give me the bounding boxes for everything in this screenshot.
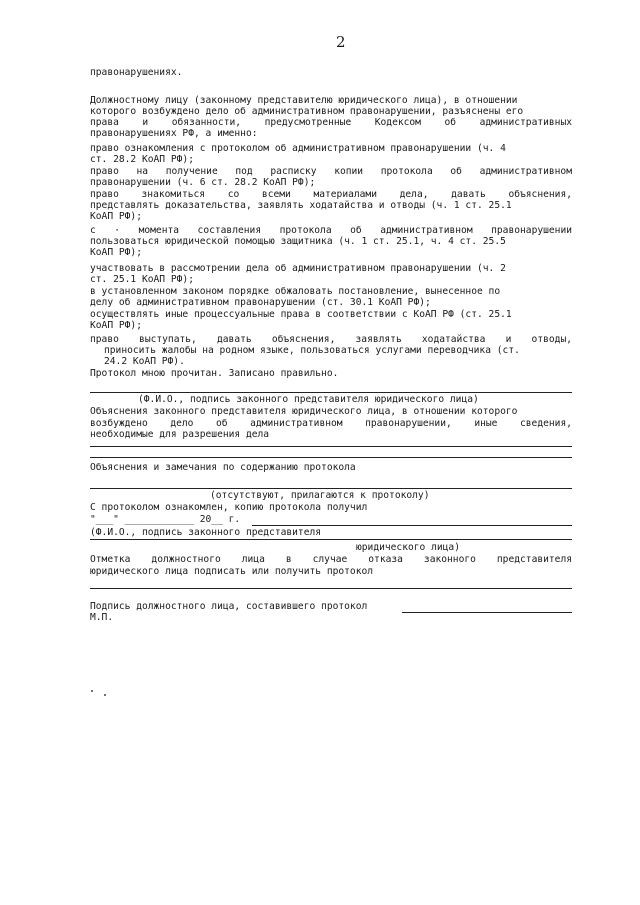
text-line: право ознакомления с протоколом об административном правонарушении (ч. 4 xyxy=(90,143,506,154)
scan-speck xyxy=(104,694,106,696)
text-line: ст. 25.1 КоАП РФ); xyxy=(90,274,194,285)
fill-line xyxy=(90,588,572,589)
signature-line xyxy=(90,392,572,393)
text-line: возбуждено дело об административном правонарушении, иные сведения, xyxy=(90,418,572,429)
text-line: права и обязанности, предусмотренные Кодексом об административных xyxy=(90,117,572,128)
fill-line xyxy=(90,488,572,489)
text-line: право знакомиться со всеми материалами дела, давать объяснения, xyxy=(90,189,572,200)
signature-line xyxy=(90,539,572,540)
text-line: Объяснения и замечания по содержанию протокола xyxy=(90,462,356,473)
date-line: "___" ____________ 20__ г. xyxy=(90,514,241,525)
text-line: представлять доказательства, заявлять ходатайства и отводы (ч. 1 ст. 25.1 xyxy=(90,200,512,211)
text-line: которого возбуждено дело об административном правонарушении, разъяснены его xyxy=(90,106,524,117)
page-number: 2 xyxy=(336,33,346,51)
text-line: делу об административном правонарушении (ст. 30.1 КоАП РФ); xyxy=(90,297,431,308)
text-line: Подпись должностного лица, составившего протокол xyxy=(90,601,368,612)
text-line: Объяснения законного представителя юридического лица, в отношении которого xyxy=(90,406,518,417)
text-line: правонарушениях. xyxy=(90,67,183,78)
text-line: с · момента составления протокола об административном правонарушении xyxy=(90,225,572,236)
field-caption: (Ф.И.О., подпись законного представителя юридического лица) xyxy=(138,394,479,405)
field-caption: (отсутствуют, прилагаются к протоколу) xyxy=(210,490,430,501)
text-line: С протоколом ознакомлен, копию протокола получил xyxy=(90,502,368,513)
text-line: в установленном законом порядке обжаловать постановление, вынесенное по xyxy=(90,286,501,297)
text-line: право выступать, давать объяснения, заявлять ходатайства и отводы, xyxy=(90,334,572,345)
stamp-place: М.П. xyxy=(90,612,114,623)
text-line: Должностному лицу (законному представителю юридического лица), в отношении xyxy=(90,95,518,106)
fill-line xyxy=(90,446,572,447)
text-line: пользоваться юридической помощью защитника (ч. 1 ст. 25.1, ч. 4 ст. 25.5 xyxy=(90,236,506,247)
text-line: 24.2 КоАП РФ). xyxy=(104,356,185,367)
text-line: Протокол мною прочитан. Записано правильно. xyxy=(90,368,339,379)
text-line: участвовать в рассмотрении дела об административном правонарушении (ч. 2 xyxy=(90,263,506,274)
text-line: юридического лица подписать или получить протокол xyxy=(90,566,374,577)
text-line: приносить жалобы на родном языке, пользоваться услугами переводчика (ст. xyxy=(104,345,520,356)
scan-speck xyxy=(91,690,93,692)
text-line: ст. 28.2 КоАП РФ); xyxy=(90,154,194,165)
text-line: КоАП РФ); xyxy=(90,320,142,331)
text-line: право на получение под расписку копии протокола об административном xyxy=(90,166,572,177)
text-line: необходимые для разрешения дела xyxy=(90,429,270,440)
text-line: правонарушениях РФ, а именно: xyxy=(90,128,258,139)
field-caption: юридического лица) xyxy=(356,542,460,553)
signature-line xyxy=(252,525,572,526)
fill-line xyxy=(90,457,572,458)
field-caption: (Ф.И.О., подпись законного представителя xyxy=(90,527,322,538)
text-line: Отметка должностного лица в случае отказа законного представителя xyxy=(90,554,572,565)
text-line: осуществлять иные процессуальные права в соответствии с КоАП РФ (ст. 25.1 xyxy=(90,309,512,320)
text-line: правонарушении (ч. 6 ст. 28.2 КоАП РФ); xyxy=(90,177,316,188)
text-line: КоАП РФ); xyxy=(90,247,142,258)
signature-line xyxy=(402,612,572,613)
text-line: КоАП РФ); xyxy=(90,211,142,222)
